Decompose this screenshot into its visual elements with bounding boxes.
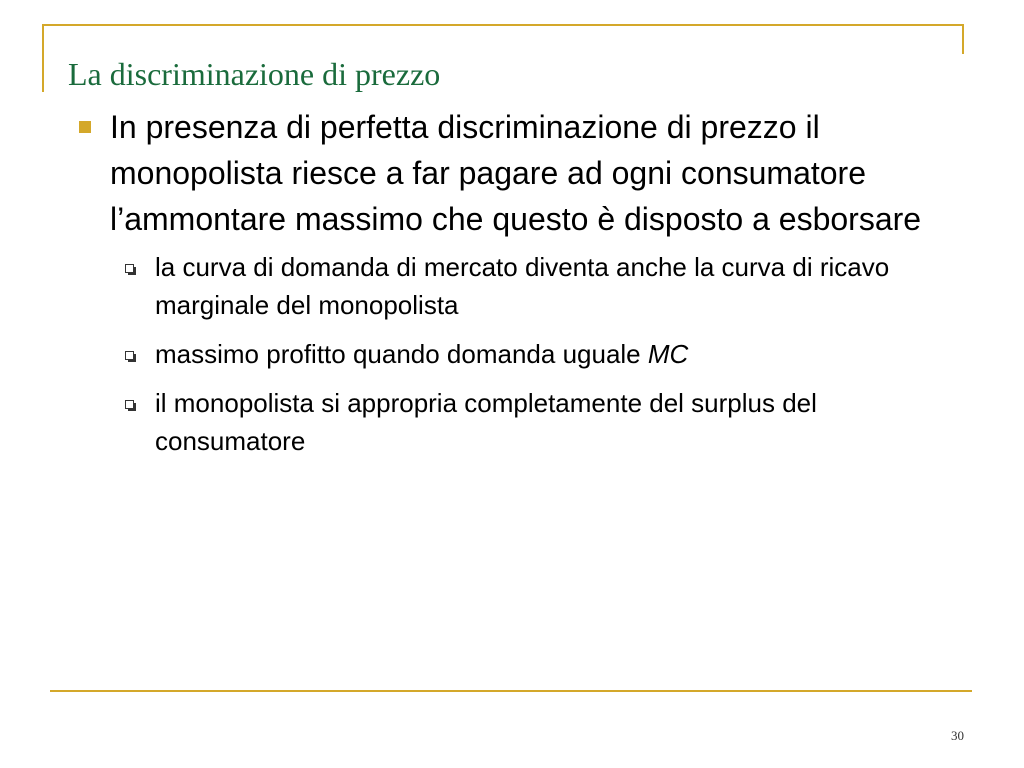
hollow-square-bullet-icon: [125, 400, 134, 409]
sub-bullet-emphasis: MC: [647, 339, 689, 369]
title-frame-top-line: [42, 24, 964, 26]
title-frame-right-line: [962, 24, 964, 54]
slide-body: [76, 104, 946, 471]
sub-bullet-item: [120, 384, 946, 460]
main-bullet-item: [76, 104, 946, 242]
sub-bullet-item: [120, 335, 946, 373]
footer-divider: [50, 690, 972, 692]
sub-bullet-text: il monopolista si appropria completamente del surplus del consumatore: [155, 388, 817, 456]
sub-bullet-list: [120, 248, 946, 460]
hollow-square-bullet-icon: [125, 264, 134, 273]
sub-bullet-text: massimo profitto quando domanda uguale: [155, 339, 648, 369]
slide-title: La discriminazione di prezzo: [68, 56, 441, 92]
square-bullet-icon: [79, 121, 91, 133]
page-number: 30: [951, 728, 964, 743]
sub-bullet-item: [120, 248, 946, 324]
title-frame-left-line: [42, 24, 44, 92]
sub-bullet-text: la curva di domanda di mercato diventa anche la curva di ricavo marginale del monopolista: [155, 252, 890, 320]
main-bullet-text: In presenza di perfetta discriminazione di prezzo il monopolista riesce a far pagare ad ogni consumatore l’ammontare massimo che questo è disposto a esborsare: [110, 109, 922, 237]
hollow-square-bullet-icon: [125, 351, 134, 360]
